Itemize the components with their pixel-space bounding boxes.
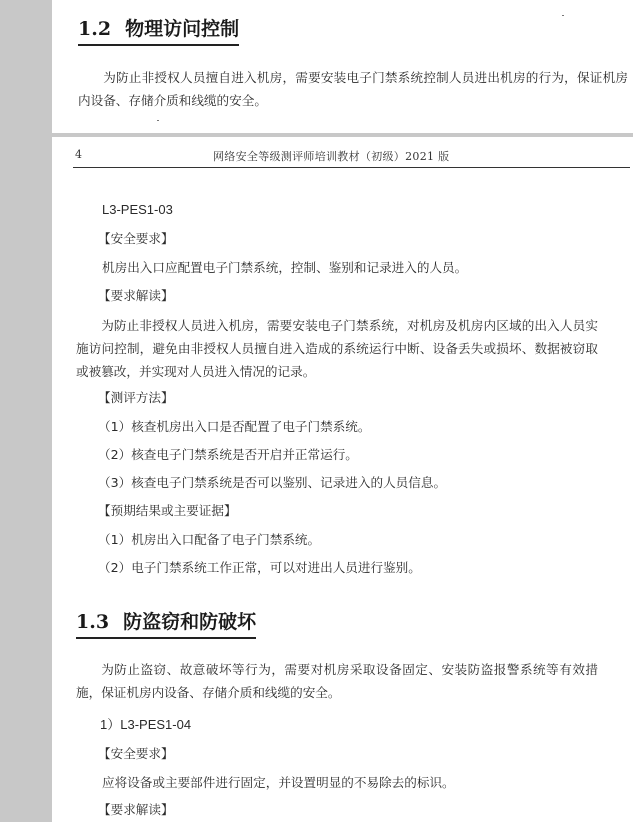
expected-item: （2）电子门禁系统工作正常，可以对进出人员进行鉴别。 xyxy=(98,560,421,575)
method-item: （2）核查电子门禁系统是否开启并正常运行。 xyxy=(98,447,358,462)
scan-speck xyxy=(562,15,564,16)
method-item: （3）核查电子门禁系统是否可以鉴别、记录进入的人员信息。 xyxy=(98,475,447,490)
section-paragraph: 为防止盗窃、故意破坏等行为，需要对机房采取设备固定、安装防盗报警系统等有效措施，保证机房内设备、存储介质和线缆的安全。 xyxy=(76,662,598,700)
item-code: 1）L3-PES1-04 xyxy=(100,717,192,732)
security-requirement-heading: 【安全要求】 xyxy=(98,746,174,761)
document-page-bottom xyxy=(52,137,633,822)
interpretation-text: 为防止非授权人员进入机房，需要安装电子门禁系统，对机房及机房内区域的出入人员实施访问控制，避免由非授权人员擅自进入造成的系统运行中断、设备丢失或损坏、数据被窃取或被篡改，并实现对人员进入情况的记录。 xyxy=(76,318,598,379)
security-requirement-text: 应将设备或主要部件进行固定，并设置明显的不易除去的标识。 xyxy=(102,775,455,790)
method-item: （1）核查机房出入口是否配置了电子门禁系统。 xyxy=(98,419,371,434)
page-number: 4 xyxy=(75,148,82,161)
section-heading-1-3 xyxy=(76,607,256,639)
section-number: 1.3 xyxy=(76,611,110,633)
interpretation-heading: 【要求解读】 xyxy=(98,802,174,817)
interpretation-heading: 【要求解读】 xyxy=(98,288,174,303)
section-number: 1.2 xyxy=(78,18,112,40)
scan-speck xyxy=(157,120,159,121)
security-requirement-heading: 【安全要求】 xyxy=(98,231,174,246)
section-heading-1-2 xyxy=(78,14,239,46)
book-title: 网络安全等级测评师培训教材（初级）2021 版 xyxy=(213,150,450,163)
section-title: 物理访问控制 xyxy=(125,18,240,40)
document-page-top xyxy=(52,0,633,133)
expected-item: （1）机房出入口配备了电子门禁系统。 xyxy=(98,532,321,547)
security-requirement-text: 机房出入口应配置电子门禁系统，控制、鉴别和记录进入的人员。 xyxy=(102,260,468,275)
section-title: 防盗窃和防破坏 xyxy=(123,611,257,633)
running-header xyxy=(73,145,630,168)
section-paragraph: 为防止非授权人员擅自进入机房，需要安装电子门禁系统控制人员进出机房的行为，保证机房内设备、存储介质和线缆的安全。 xyxy=(78,70,628,108)
item-code: L3-PES1-03 xyxy=(102,202,173,217)
method-heading: 【测评方法】 xyxy=(98,390,174,405)
expected-heading: 【预期结果或主要证据】 xyxy=(98,503,237,518)
